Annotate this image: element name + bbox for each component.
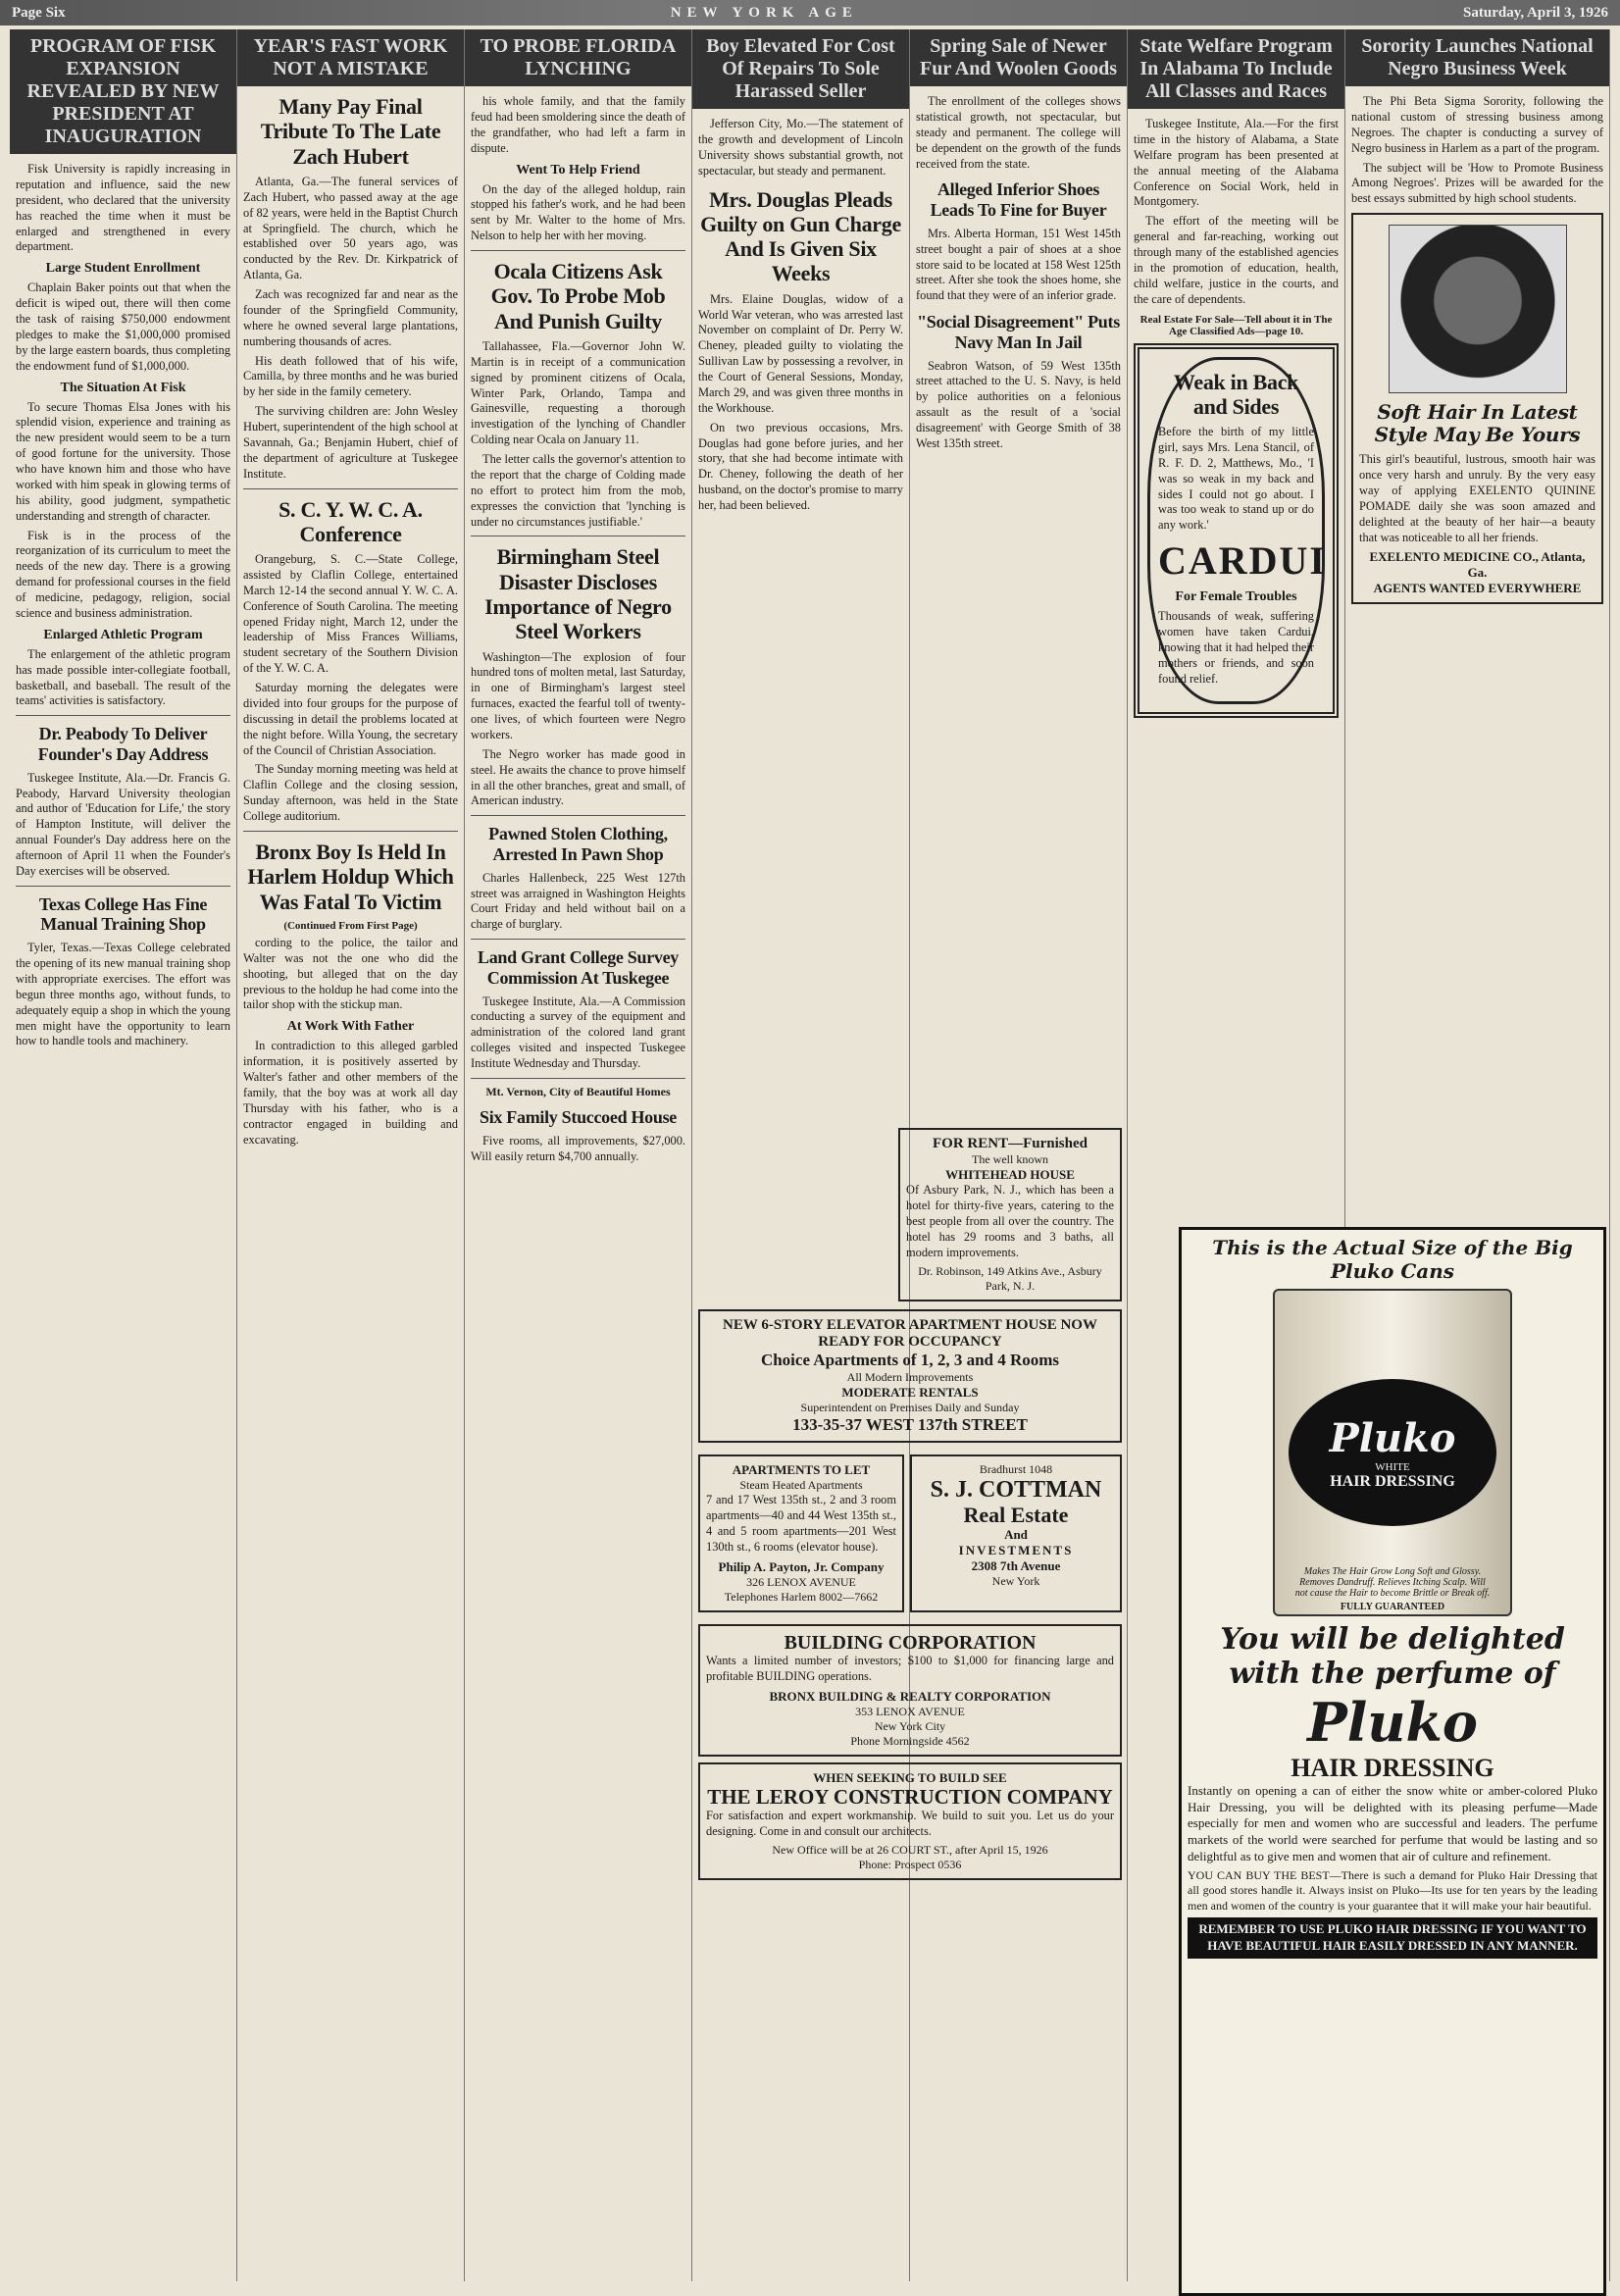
masthead-left: Page Six [12,4,66,21]
ad-building-corporation [698,1624,1122,1757]
pluko-body: Instantly on opening a can of either the snow white or amber-colored Pluko Hair Dressing, you will be delighted with its pleasing perfume—Made especially for men and women who are successful and leaders. The perfume markets of the world were searched for perfume that would be lasting and so delightful as to give men and women that air of culture and refinement. [1188,1783,1597,1863]
ad-name: Philip A. Payton, Jr. Company [718,1558,885,1574]
article-text: The enlargement of the athletic program has made possible inter-collegiate football, basketball, and baseball. The result of the teams' activities is satisfactory. [16,646,230,708]
ad-line: Superintendent on Premises Daily and Sunday [800,1401,1020,1415]
divider [471,250,685,251]
ad-elevator-apartment [698,1309,1122,1443]
article-text: Saturday morning the delegates were divided into four groups for the purpose of discussing in detail the problems located at the night before. Willa Young, the secretary of the Council of Christian Association. [243,681,458,757]
ad-city: New York City [874,1718,946,1733]
headline-birmingham: Birmingham Steel Disaster Discloses Importance of Negro Steel Workers [484,544,672,644]
article-text: Tuskegee Institute, Ala.—Dr. Francis G. Peabody, Harvard University theologian and author of 'Education for Life,' the story of Hampton Institute, will deliver the annual Founder's Day address here on the afternoon of April 11 when the Founder's Day exercises will be observed. [16,770,230,878]
divider [471,1078,685,1079]
ad-name: S. J. COTTMAN [930,1477,1102,1504]
exelento-headline: Soft Hair In Latest Style May Be Yours [1374,400,1581,447]
headline-ocala: Ocala Citizens Ask Gov. To Probe Mob And Punish Guilty [490,259,666,333]
headline-fisk: PROGRAM OF FISK EXPANSION REVEALED BY NEW PRESIDENT AT INAUGURATION [10,29,236,154]
article-text: Atlanta, Ga.—The funeral services of Zach Hubert, who passed away at the age of 82 years, were held in the Baptist Church at Springfield. The church, which he established over 50 years ago, was conducted by the Rev. Dr. Kirkpatrick of Atlanta, Ga. [243,174,458,282]
headline-peabody: Dr. Peabody To Deliver Founder's Day Address [37,724,209,764]
ad-address: 2308 7th Avenue [971,1557,1061,1573]
divider [243,488,458,489]
article-text: Tyler, Texas.—Texas College celebrated the opening of its new manual training shop with appropriate exercises. The effort was begun three months ago, without funds, to adequately equip a shop in which the young men might have the opportunity to learn how to handle tools and machinery. [16,941,230,1048]
divider [471,939,685,940]
subhead: Large Student Enrollment [45,261,201,277]
article-text: In contradiction to this alleged garbled information, it is positively asserted by Walter's father and other members of the family, that the boy was at work all day Thursday with his father, who is a contractor engaged in building and excavating. [243,1039,458,1147]
article-text: Fisk University is rapidly increasing in reputation and influence, said the new president, who declared that the university has reached the time when it must be enlarged and strengthened in every department. [16,162,230,254]
headline-land-grant: Land Grant College Survey Commission At Tuskegee [477,947,679,988]
pluko-delight-2: with the perfume of [1229,1657,1556,1691]
article-text: Tuskegee Institute, Ala.—For the first time in the history of Alabama, a State Welfare program has been presented at the annual meeting of the Alabama Conference on Social Work, held in Montgomery. [1134,117,1339,209]
pluko-product: HAIR DRESSING [1291,1754,1494,1782]
cardui-text: Before the birth of my little girl, says Mrs. Lena Stancil, of R. F. D. 2, Matthews, Mo., 'I was so weak in my back and sides I could not go about. I was too weak to stand up or do any work.' [1158,425,1314,533]
pluko-footer: REMEMBER TO USE PLUKO HAIR DRESSING IF YOU WANT TO HAVE BEAUTIFUL HAIR EASILY DRESSED IN ANY MANNER. [1188,1917,1597,1959]
article-text: Washington—The explosion of four hundred tons of molten metal, last Saturday, in one of Birmingham's largest steel furnaces, exacted the fearful toll of twenty-one lives, of which fourteen were Negro workers. [471,649,685,741]
cardui-headline: Weak in Back and Sides [1173,369,1299,419]
cardui-oval [1147,357,1325,704]
ad-investments: INVESTMENTS [958,1542,1074,1557]
exelento-company: EXELENTO MEDICINE CO., Atlanta, Ga. [1369,549,1586,581]
article-text: Mrs. Elaine Douglas, widow of a World War veteran, who was arrested last November on complaint of Dr. Perry W. Cheney, pleaded guilty to violating the Sullivan Law by possessing a revolver, in the Court of General Sessions, Monday, March 29, and was given three months in the Workhouse. [698,291,903,415]
ad-apartments-to-let [698,1454,904,1612]
headline-sorority: Sorority Launches National Negro Business Week [1345,29,1609,86]
headline-top-col2: YEAR'S FAST WORK NOT A MISTAKE [237,29,464,86]
article-text: Orangeburg, S. C.—State College, assisted by Claflin College, entertained March 12-14 the second annual Y. W. C. A. Conference of South Carolina. The meeting opened Friday night, March 12, under the leadership of Miss Frances Williams, student secretary of the Southern Division of the Y. W. C. A. [243,552,458,676]
ad-address: 353 LENOX AVENUE [855,1704,965,1718]
headline-douglas: Mrs. Douglas Pleads Guilty on Gun Charge And Is Given Six Weeks [700,186,901,286]
continued-note: (Continued From First Page) [283,919,418,932]
ad-phone: Telephones Harlem 8002—7662 [724,1589,879,1604]
ad-pre: Mt. Vernon, City of Beautiful Homes [485,1084,671,1098]
ad-whitehead [898,1128,1122,1301]
exelento-agents: AGENTS WANTED EVERYWHERE [1373,581,1582,596]
article-text: The Negro worker has made good in steel. He awaits the chance to prove himself in all the other branches, great and small, of American industry. [471,746,685,808]
divider [471,815,685,816]
article-text: On two previous occasions, Mrs. Douglas had gone before juries, and her story, that she had become intimate with Dr. Cheney, following the death of her husband, on the doctor's promise to marry her, had been believed. [698,420,903,513]
ad-title: BUILDING CORPORATION [784,1631,1037,1654]
pluko-delight-1: You will be delighted [1220,1622,1565,1657]
ad-choice: Choice Apartments of 1, 2, 3 and 4 Rooms [760,1351,1060,1370]
subhead: At Work With Father [286,1019,415,1035]
pluko-can-product: HAIR DRESSING [1330,1472,1455,1490]
headline-bronx-boy: Bronx Boy Is Held In Harlem Holdup Which Was Fatal To Victim [247,839,454,914]
ad-text: 7 and 17 West 135th st., 2 and 3 room apartments—40 and 44 West 135th st., 4 and 5 room apartments—201 West 130th st., 6 rooms (elevator house). [706,1493,896,1554]
article-text: Charles Hallenbeck, 225 West 127th street was arraigned in Washington Heights Court Friday and held without bail on a charge of burglary. [471,870,685,932]
ad-phone: Phone: Prospect 0536 [858,1858,962,1872]
divider [16,886,230,887]
subhead: Went To Help Friend [516,162,640,178]
pluko-buy: YOU CAN BUY THE BEST—There is such a demand for Pluko Hair Dressing that all good stores handle it. Always insist on Pluko—Its use for ten years by the leading men and women of the country is your guarantee that it will make your hair beautiful. [1188,1868,1597,1913]
cardui-tail: Thousands of weak, suffering women have taken Cardui, knowing that it had helped their mothers or friends, and soon found relief. [1158,609,1314,686]
article-text: Zach was recognized far and near as the founder of the Springfield Community, where he owned several large plantations, numbering thousands of acres. [243,287,458,348]
ad-address: 133-35-37 WEST 137th STREET [792,1415,1028,1435]
headline-hubert: Many Pay Final Tribute To The Late Zach Hubert [260,94,441,169]
headline-social-disagreement: "Social Disagreement" Puts Navy Man In Jail [917,312,1120,352]
ad-sub: Real Estate [963,1502,1069,1527]
article-text: The letter calls the governor's attention to the report that the charge of Colding made no effort to protect him from the mob, expresses the conviction that 'lynching is under no circumstances justifiable.' [471,452,685,529]
article-text: The Sunday morning meeting was held at Claflin College and the closing session, Sunday afternoon, was held in the State College auditorium. [243,762,458,824]
article-text: Fisk is in the process of the reorganization of its curriculum to meet the needs of the new day. There is a growing demand for professional courses in the field of medicine, pedagogy, religion, social science and business administration. [16,528,230,620]
masthead-title: NEW YORK AGE [670,4,858,21]
ad-address: 326 LENOX AVENUE [746,1574,856,1589]
divider [243,831,458,832]
article-text: Seabron Watson, of 59 West 135th street attached to the U. S. Navy, is held by police authorities on a felonious assault as the result of a 'social disagreement' with George Smith of 38 West 135th street. [916,358,1121,450]
article-text: cording to the police, the tailor and Walter was not the one who did the shooting, but alleged that on the day previous to the holdup he had come into the tailor shop with the stickup man. [243,935,458,1012]
ad-text: Five rooms, all improvements, $27,000. Will easily return $4,700 annually. [471,1133,685,1163]
article-text: The effort of the meeting will be general and far-reaching, working out through many of the established agencies in the promotion of education, health, child welfare, justice in the courts, and the care of dependents. [1134,214,1339,306]
pluko-actual-size: This is the Actual Size of the Big Pluko Cans [1212,1236,1573,1283]
ad-phone: Bradhurst 1048 [979,1462,1053,1477]
ad-name: WHITEHEAD HOUSE [945,1167,1075,1182]
subhead: Enlarged Athletic Program [43,627,203,642]
exelento-text: This girl's beautiful, lustrous, smooth hair was once very harsh and unruly. By the very easy way of applying EXELENTO QUININE POMADE daily she was soon amazed and delighted at the beauty of her hair—a beauty that was noticeable to all her friends. [1359,452,1595,544]
article-text: The surviving children are: John Wesley Hubert, superintendent of the high school at Savannah, Ga.; Benjamin Hubert, chief of the department of agriculture at Tuskegee Institute. [243,404,458,481]
ad-and: And [1004,1526,1028,1542]
subhead: The Situation At Fisk [60,380,186,395]
article-text: The enrollment of the colleges shows statistical growth, not spectacular, but steady and permanent. The college will be dependent on the growth of the funds received from the state. [916,94,1121,171]
small-ad: Real Estate For Sale—Tell about it in The Age Classified Ads—page 10. [1139,313,1333,337]
ad-leroy [698,1762,1122,1881]
article-text: His death followed that of his wife, Camilla, by three months and he was buried by her side in the family cemetery. [243,353,458,399]
ad-text: Of Asbury Park, N. J., which has been a hotel for thirty-five years, catering to the best people from all over the country. The hotel has 29 rooms and 3 baths, all modern improvements. [906,1183,1114,1259]
ad-sub: Steam Heated Apartments [739,1478,863,1493]
ad-title: THE LEROY CONSTRUCTION COMPANY [707,1784,1113,1809]
ad-cottman [910,1454,1122,1612]
pluko-can-guarantee: FULLY GUARANTEED [1340,1602,1445,1612]
cardui-name: CARDUI [1158,538,1327,584]
headline-top-col5: Spring Sale of Newer Fur And Woolen Goods [910,29,1127,86]
ad-line: MODERATE RENTALS [841,1385,979,1401]
ad-name: BRONX BUILDING & REALTY CORPORATION [769,1688,1051,1704]
woman-portrait-image [1389,225,1567,393]
headline-inferior-shoes: Alleged Inferior Shoes Leads To Fine for Buyer [930,179,1107,221]
pluko-can-tag: Makes The Hair Grow Long Soft and Glossy. Removes Dandruff. Relieves Itching Scalp. Will not cause the Hair to become Brittle or Break off. [1294,1566,1491,1599]
ad-city: New York [991,1573,1040,1588]
article-text: Chaplain Baker points out that when the deficit is wiped out, there will then come the task of raising $750,000 endowment pledges to make the $1,000,000 promised by the large eastern boards, thus completing the endowment fund of $1,000,000. [16,281,230,373]
article-text: his whole family, and that the family feud had been smoldering since the death of the grandfather, who had left a farm in dispute. [471,94,685,155]
article-text: The Phi Beta Sigma Sorority, following the national custom of stressing business among Negroes. The chapter is conducting a survey of Negro business in Harlem as a part of the program. [1351,94,1603,155]
ad-title: FOR RENT—Furnished [933,1136,1088,1151]
ad-cardui [1134,343,1339,718]
article-text: Mrs. Alberta Horman, 151 West 145th street bought a pair of shoes at a shoe store said to be located at 158 West 125th street. After she took the shoes home, she found that they were of an inferior grade. [916,226,1121,303]
ads-block-wide [698,1128,1122,1886]
pluko-can-image [1273,1289,1512,1616]
headline-pawned: Pawned Stolen Clothing, Arrested In Pawn Shop [488,824,668,865]
article-text: To secure Thomas Elsa Jones with his splendid vision, experience and training as the new president would seem to be a turn of good fortune for the university. Those who have known him and those who have worked with him speak in glowing terms of his ability, good judgment, sympathetic understanding and strength of character. [16,399,230,523]
column-1 [10,29,237,2281]
ad-title: NEW 6-STORY ELEVATOR APARTMENT HOUSE NOW READY FOR OCCUPANCY [723,1317,1097,1351]
masthead [0,0,1620,26]
ad-title: APARTMENTS TO LET [732,1462,871,1478]
ad-headline-stuccoed: Six Family Stuccoed House [479,1106,677,1127]
pluko-can-white: WHITE [1375,1460,1410,1473]
ad-address: New Office will be at 26 COURT ST., after April 15, 1926 [772,1843,1048,1858]
headline-ywca: S. C. Y. W. C. A. Conference [278,496,423,546]
article-text: Jefferson City, Mo.—The statement of the growth and development of Lincoln University shows substantial growth, not spectacular, but steady and permanent. [698,117,903,178]
headline-top-col3: TO PROBE FLORIDA LYNCHING [465,29,691,86]
article-text: Tuskegee Institute, Ala.—A Commission conducting a survey of the equipment and administration of the colored land grant colleges visited and inspected Tuskegee Institute Wednesday and Thursday. [471,994,685,1071]
column-3 [465,29,692,2281]
ad-text: For satisfaction and expert workmanship. We build to suit you. Let us do your designing. Come in and consult our architects. [706,1808,1114,1838]
article-text: Tallahassee, Fla.—Governor John W. Martin is in receipt of a communication signed by prominent citizens of Ocala, Winter Park, Orlando, Tampa and Gainesville, requesting a thorough investigation of the lynching of Chandler Colding near Ocala on January 11. [471,338,685,447]
ads-left [698,1128,892,1301]
ad-exelento [1351,213,1603,604]
ad-sub: The well known [972,1152,1048,1166]
divider [16,715,230,716]
column-2 [237,29,465,2281]
ad-text: Wants a limited number of investors; $100 to $1,000 for financing large and profitable BUILDING operations. [706,1653,1114,1683]
headline-texas-college: Texas College Has Fine Manual Training Shop [38,893,208,935]
pluko-brand: Pluko [1307,1691,1478,1754]
pluko-can-brand: Pluko [1329,1414,1456,1461]
ad-contact: Dr. Robinson, 149 Atkins Ave., Asbury Park, N. J. [918,1264,1102,1294]
ad-phone: Phone Morningside 4562 [850,1733,970,1748]
headline-top-col4: Boy Elevated For Cost Of Repairs To Sole Harassed Seller [692,29,909,109]
pluko-can-label [1289,1379,1496,1526]
masthead-date: Saturday, April 3, 1926 [1463,4,1608,21]
headline-welfare: State Welfare Program In Alabama To Include All Classes and Races [1128,29,1344,109]
ad-line: All Modern Improvements [846,1370,974,1385]
article-text: On the day of the alleged holdup, rain stopped his father's work, and he had been sent by Mr. Walter to the home of Mrs. Nelson to help her with her moving. [471,181,685,243]
article-text: The subject will be 'How to Promote Business Among Negroes'. Prizes will be awarded for the best essays submitted by high school students. [1351,160,1603,206]
ad-pre: WHEN SEEKING TO BUILD SEE [813,1769,1007,1785]
columns [10,29,1610,2281]
ad-pluko [1179,1227,1606,2296]
cardui-sub: For Female Troubles [1175,589,1297,605]
